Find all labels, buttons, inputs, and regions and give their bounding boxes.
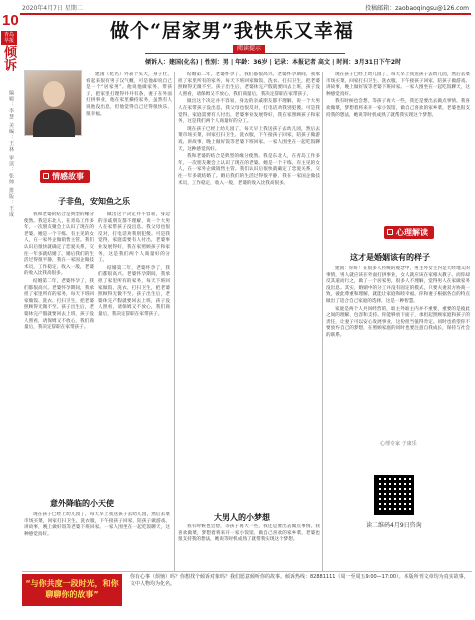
- intro-text: [86, 72, 172, 164]
- qr-code[interactable]: [374, 475, 414, 515]
- reading-tip-rule: [145, 53, 345, 54]
- paragraph: 现在孩子已经上幼儿园了，每天早上我送孩子去幼儿园，然后去菜市场买菜，回家打扫卫生、洗衣服，下午接孩子回家，陪孩子做游戏、讲故事，晚上做好饭等老婆下班回家。一家人围坐在一起吃饭聊天，这种感觉真好。: [24, 512, 170, 537]
- page-number: 10: [2, 12, 19, 29]
- psychology-badge-label: 心理解读: [396, 228, 428, 237]
- paragraph: 我和老婆的结合是典型的缘分使然。我是东北人，在青岛工作多年，一次朋友聚会上认识了现在的老婆。她是一个干练、有主见的女人，在一家外企做销售主管。我们认识后很快就确定了恋爱关系，交往一年多就结婚了。婚后我们的生活过得很平静，我在一家国企做技术员，工作稳定，收入一般，老婆的收入比我高很多。: [178, 154, 320, 186]
- heart-icon: [43, 173, 49, 179]
- newspaper-brand: 青岛早报: [1, 31, 17, 45]
- page-title: 做个“居家男”我快乐又幸福: [110, 20, 354, 42]
- column-divider: [174, 72, 175, 572]
- page-header: [0, 0, 475, 12]
- paragraph: 做出这个决定并不容易，身边的亲戚朋友都不理解，说一个大男人在家带孩子没出息。我父母也很反对，打电话劝我别犯傻。可是我觉得，家庭需要有人付出，老婆事业发展得好，我在家照顾孩子和家务，这是我们两个人商量好的分工。: [178, 99, 320, 125]
- paragraph: 我有时候也会想，等孩子再大一些，我还是要出去做点事情。我喜欢做菜，梦想着将来开一家小饭馆，做自己喜欢的家乡菜。老婆也很支持我的想法，她说等时机成熟了就帮我实现这个梦想。: [178, 524, 320, 543]
- subhead-3: 大男人的小梦想: [214, 512, 270, 522]
- qr-caption: 读二维码4月9日咨询: [366, 522, 422, 529]
- section-sidebar: [0, 0, 20, 620]
- reading-tip-text: 倾诉人：建国(化名) | 性别：男 | 年龄：36岁 | 记录：本报记者 高文 | 时间：3月31日下午2时: [145, 59, 402, 66]
- body-column-7: [326, 266, 470, 438]
- paragraph: 建国：你好！在很多人传统的观念中，男主外女主内是天经地义的事情，男人就应该在外面打拼事业，女人就应该在家相夫教子。而你却反其道而行之，做了一个居家男，很多人不理解，觉得男人在家做家务没出息。其实，婚姻中的分工并没有固定的模式，只要夫妻双方协商一致，彼此尊重和理解，就能让家庭和睦幸福。你和妻子根据各自的特点做出了适合自己家庭的选择，这是一种智慧。: [326, 266, 470, 304]
- body-column-3: [24, 512, 170, 570]
- paragraph: 现在孩子已经上幼儿园了，每天早上我送孩子去幼儿园，然后去菜市场买菜，回家打扫卫生、洗衣服，下午接孩子回家，陪孩子做游戏、讲故事，晚上做好饭等老婆下班回家。一家人围坐在一起吃饭聊天，这种感觉真好。: [326, 72, 470, 97]
- psychology-badge: [384, 226, 434, 239]
- footer-rule: [22, 571, 472, 572]
- section-name: 倾诉: [1, 45, 16, 71]
- paragraph: 现在孩子已经上幼儿园了，每天早上我送孩子去幼儿园，然后去菜市场买菜，回家打扫卫生、洗衣服，下午接孩子回家，陪孩子做游戏、讲故事，晚上做好饭等老婆下班回家。一家人围坐在一起吃饭聊天，这种感觉真好。: [178, 126, 320, 152]
- columnist-credit: 心理专家 于康乐: [380, 441, 417, 447]
- portrait-head: [43, 81, 65, 107]
- paragraph: 结婚第二年，老婆怀孕了，我们都很高兴。老婆怀孕期间，我承担了家里所有的家务，每天下班回家做饭、洗衣、打扫卫生，把老婆照顾得无微不至。孩子出生后，老婆休完产假就要回去上班，孩子没人照看，请保姆又不放心，我们商量后，我决定辞职在家带孩子。: [98, 265, 170, 317]
- reading-tip: [145, 45, 402, 69]
- body-column-5: [178, 524, 320, 572]
- subhead-2: 意外降临的小天使: [50, 498, 114, 508]
- submission-email: 投稿邮箱：zaobaoqingsu@126.com: [365, 5, 469, 12]
- story-badge-label: 情感故事: [52, 172, 84, 181]
- portrait-photo: [24, 70, 82, 136]
- footer-note: 你有心事（烦恼）吗？你想找个倾诉对象吗？我们愿意倾听你的故事。倾诉热线：82881111（周一至周五9:00—17:00）。本版所刊文章均为真实故事，文中人物均为化名。: [130, 574, 469, 587]
- editor-credits: 编辑：李慧 美编：王林 审读：张帅 排版：王成: [8, 90, 14, 218]
- mind-icon: [387, 229, 393, 235]
- paragraph: 我和老婆的结合是典型的缘分使然。我是东北人，在青岛工作多年，一次朋友聚会上认识了现在的老婆。她是一个干练、有主见的女人，在一家外企做销售主管。我们认识后很快就确定了恋爱关系，交往一年多就结婚了。婚后我们的生活过得很平静，我在一家国企做技术员，工作稳定，收入一般，老婆的收入比我高很多。: [24, 212, 94, 277]
- subhead-1: 子非鱼，安知鱼之乐: [58, 196, 130, 206]
- story-badge: [40, 170, 90, 183]
- body-column-4: [178, 72, 320, 504]
- reading-tip-label: 阅读提示: [233, 45, 265, 53]
- paragraph: 结婚第二年，老婆怀孕了，我们都很高兴。老婆怀孕期间，我承担了家里所有的家务，每天下班回家做饭、洗衣、打扫卫生，把老婆照顾得无微不至。孩子出生后，老婆休完产假就要回去上班，孩子没人照看，请保姆又不放心，我们商量后，我决定辞职在家带孩子。: [24, 278, 94, 331]
- header-rule: [20, 13, 471, 15]
- promo-banner: “与你共度一段时光，和你聊聊你的故事”: [22, 574, 122, 606]
- column-divider: [322, 72, 323, 572]
- issue-date: 2020年4月7日 星期二: [22, 5, 83, 12]
- intro-paragraph: 建国（化名）外表个头大，身子壮，看起来很有男子汉气概，可是他却说自己是一个“居家男”。他说他做家务、带孩子，把家里打理得井井有条，妻子在外面打拼事业，他在家里操持家务，虽然有人说他没出息，但他觉得自己过得很快乐、很幸福。: [86, 72, 172, 117]
- subhead-4: 这才是婚姻该有的样子: [350, 252, 430, 262]
- body-column-2: [98, 212, 170, 494]
- paragraph: 家庭是两个人共同经营的，谁主外谁主内并不重要，重要的是彼此之间的理解、包容和支持。你能够放下面子，承担起照顾家庭和孩子的责任，让妻子可以安心发展事业，这份担当值得肯定。同时也希望你不要放弃自己的梦想，在照顾家庭的同时也要注意自我成长，保持与社会的联系。: [326, 306, 470, 338]
- paragraph: 我有时候也会想，等孩子再大一些，我还是要出去做点事情。我喜欢做菜，梦想着将来开一家小饭馆，做自己喜欢的家乡菜。老婆也很支持我的想法，她说等时机成熟了就帮我实现这个梦想。: [326, 99, 470, 118]
- paragraph: 做出这个决定并不容易，身边的亲戚朋友都不理解，说一个大男人在家带孩子没出息。我父母也很反对，打电话劝我别犯傻。可是我觉得，家庭需要有人付出，老婆事业发展得好，我在家照顾孩子和家务，这是我们两个人商量好的分工。: [98, 212, 170, 264]
- portrait-body: [33, 109, 75, 137]
- body-column-6: [326, 72, 470, 222]
- body-column-1: [24, 212, 94, 494]
- paragraph: 结婚第二年，老婆怀孕了，我们都很高兴。老婆怀孕期间，我承担了家里所有的家务，每天下班回家做饭、洗衣、打扫卫生，把老婆照顾得无微不至。孩子出生后，老婆休完产假就要回去上班，孩子没人照看，请保姆又不放心，我们商量后，我决定辞职在家带孩子。: [178, 72, 320, 97]
